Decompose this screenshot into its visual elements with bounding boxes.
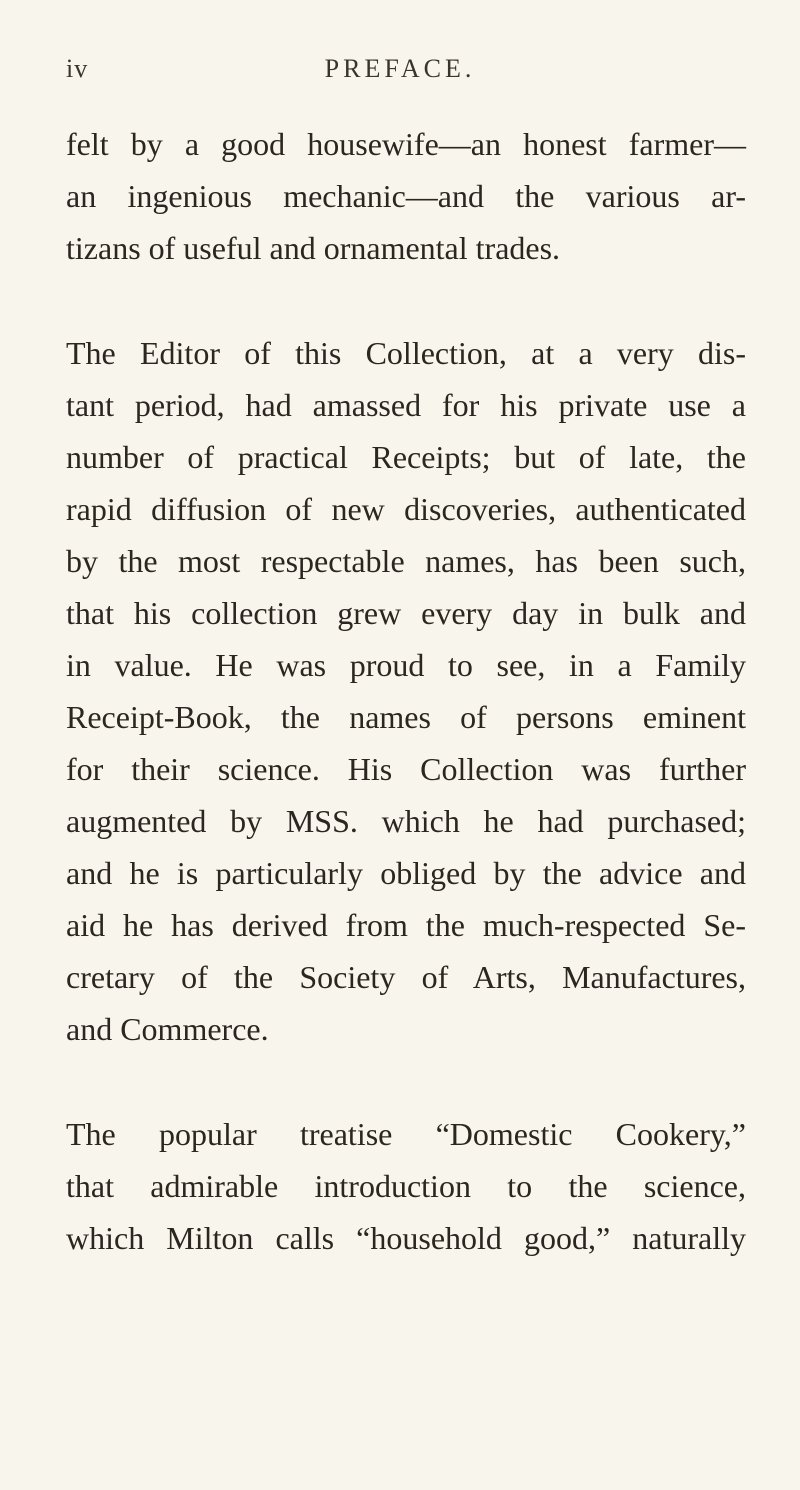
text-line: and he is particularly obliged by the advice and — [66, 855, 746, 891]
page-header — [0, 54, 800, 94]
text-line: number of practical Receipts; but of late, the — [66, 439, 746, 475]
page-number: iv — [66, 54, 89, 83]
text-line: which Milton calls “household good,” naturally — [66, 1220, 746, 1256]
text-line: augmented by MSS. which he had purchased; — [66, 803, 746, 839]
text-line: in value. He was proud to see, in a Family — [66, 647, 746, 683]
body-text — [66, 118, 746, 1317]
running-head: PREFACE. — [324, 54, 476, 83]
paragraph-2 — [66, 327, 746, 1055]
text-line: tant period, had amassed for his private use a — [66, 387, 746, 423]
text-line: an ingenious mechanic—and the various ar- — [66, 178, 746, 214]
text-line: The Editor of this Collection, at a very dis- — [66, 335, 746, 371]
text-line: rapid diffusion of new discoveries, authenticated — [66, 491, 746, 527]
text-line: and Commerce. — [66, 1011, 269, 1047]
paragraph-1 — [66, 118, 746, 274]
text-line: by the most respectable names, has been such, — [66, 543, 746, 579]
text-line: tizans of useful and ornamental trades. — [66, 230, 561, 266]
text-line: that his collection grew every day in bulk and — [66, 595, 746, 631]
text-line: felt by a good housewife—an honest farmer— — [66, 126, 746, 162]
text-line: aid he has derived from the much-respected Se- — [66, 907, 746, 943]
paragraph-3 — [66, 1108, 746, 1264]
text-line: for their science. His Collection was further — [66, 751, 746, 787]
text-line: Receipt-Book, the names of persons eminent — [66, 699, 746, 735]
text-line: that admirable introduction to the science, — [66, 1168, 746, 1204]
text-line: cretary of the Society of Arts, Manufactures, — [66, 959, 746, 995]
text-line: The popular treatise “Domestic Cookery,” — [66, 1116, 746, 1152]
